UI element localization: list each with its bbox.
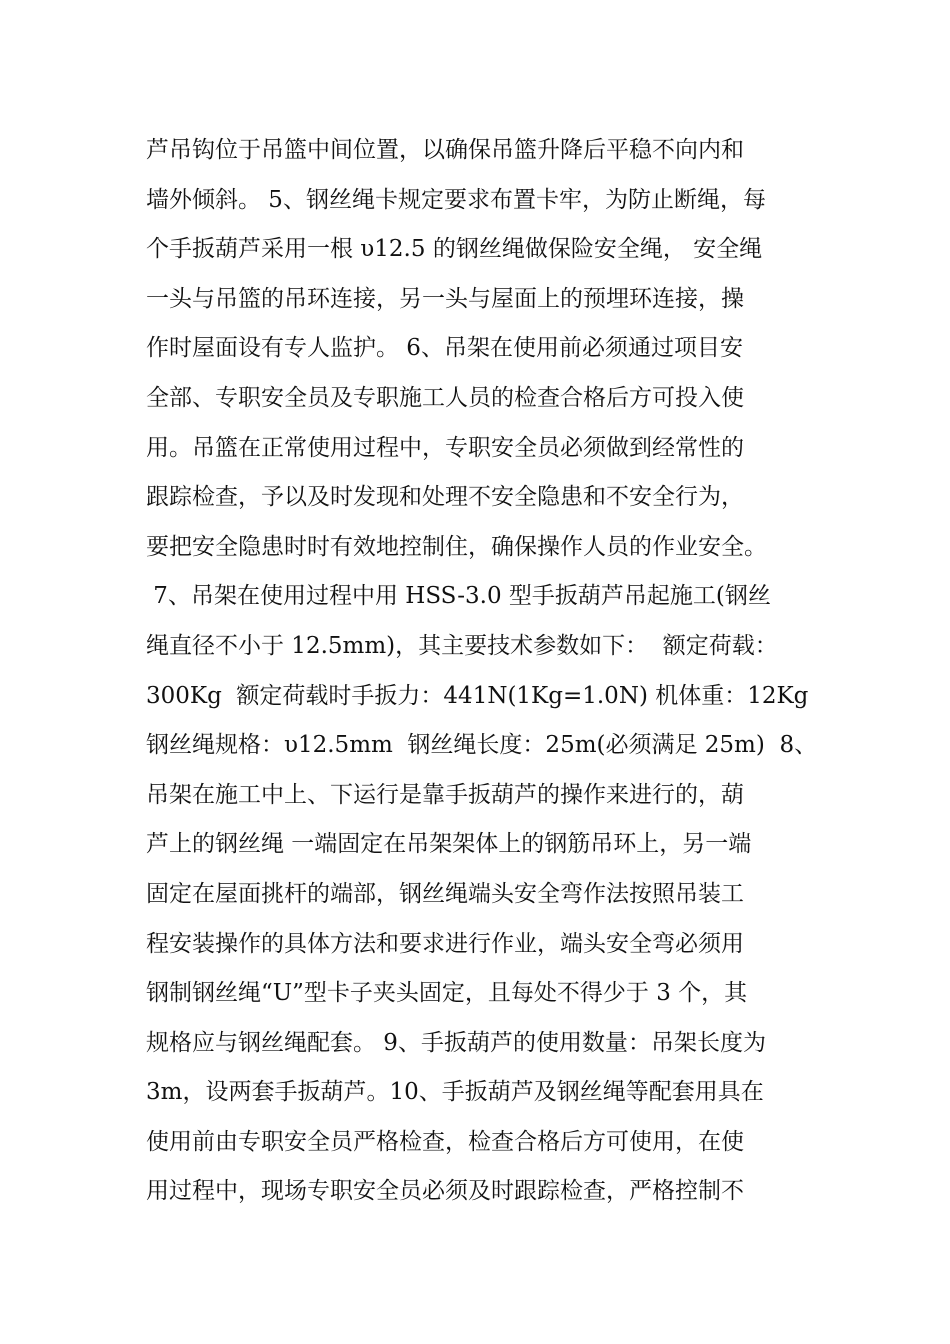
text-line: 300Kg 额定荷载时手扳力：441N(1Kg=1.0N) 机体重：12Kg <box>146 682 809 709</box>
text-line: 个手扳葫芦采用一根 υ12.5 的钢丝绳做保险安全绳， 安全绳 <box>146 236 763 263</box>
text-line: 用过程中，现场专职安全员必须及时跟踪检查，严格控制不 <box>146 1178 744 1205</box>
text-line: 全部、专职安全员及专职施工人员的检查合格后方可投入使 <box>146 384 744 411</box>
text-line: 墙外倾斜。 5、钢丝绳卡规定要求布置卡牢，为防止断绳，每 <box>146 186 766 213</box>
text-line: 程安装操作的具体方法和要求进行作业，端头安全弯必须用 <box>146 930 744 957</box>
text-line: 吊架在施工中上、下运行是靠手扳葫芦的操作来进行的，葫 <box>146 781 744 808</box>
text-line: 芦吊钩位于吊篮中间位置，以确保吊篮升降后平稳不向内和 <box>146 137 744 163</box>
text-line: 3m，设两套手扳葫芦。10、手扳葫芦及钢丝绳等配套用具在 <box>146 1079 764 1106</box>
text-line: 规格应与钢丝绳配套。 9、手扳葫芦的使用数量：吊架长度为 <box>146 1029 766 1056</box>
text-line: 绳直径不小于 12.5mm)，其主要技术参数如下： 额定荷载： <box>146 632 778 659</box>
text-line: 固定在屋面挑杆的端部，钢丝绳端头安全弯作法按照吊装工 <box>146 880 744 907</box>
text-line: 作时屋面设有专人监护。 6、吊架在使用前必须通过项目安 <box>146 335 743 362</box>
text-line: 使用前由专职安全员严格检查，检查合格后方可使用，在使 <box>146 1128 744 1155</box>
body-text <box>146 126 816 1217</box>
text-line: 钢丝绳规格：υ12.5mm 钢丝绳长度：25m(必须满足 25m) 8、 <box>146 732 818 759</box>
text-line: 要把安全隐患时时有效地控制住，确保操作人员的作业安全。 <box>146 533 767 560</box>
text-line: 钢制钢丝绳“U”型卡子夹头固定，且每处不得少于 3 个，其 <box>146 980 748 1007</box>
text-line: 用。吊篮在正常使用过程中，专职安全员必须做到经常性的 <box>146 434 744 461</box>
text-line: 跟踪检查，予以及时发现和处理不安全隐患和不安全行为， <box>146 484 744 511</box>
text-line: 一头与吊篮的吊环连接，另一头与屋面上的预埋环连接，操 <box>146 285 744 312</box>
text-line: 7、吊架在使用过程中用 HSS-3.0 型手扳葫芦吊起施工(钢丝 <box>146 583 771 610</box>
text-line: 芦上的钢丝绳 一端固定在吊架架体上的钢筋吊环上，另一端 <box>146 831 752 858</box>
